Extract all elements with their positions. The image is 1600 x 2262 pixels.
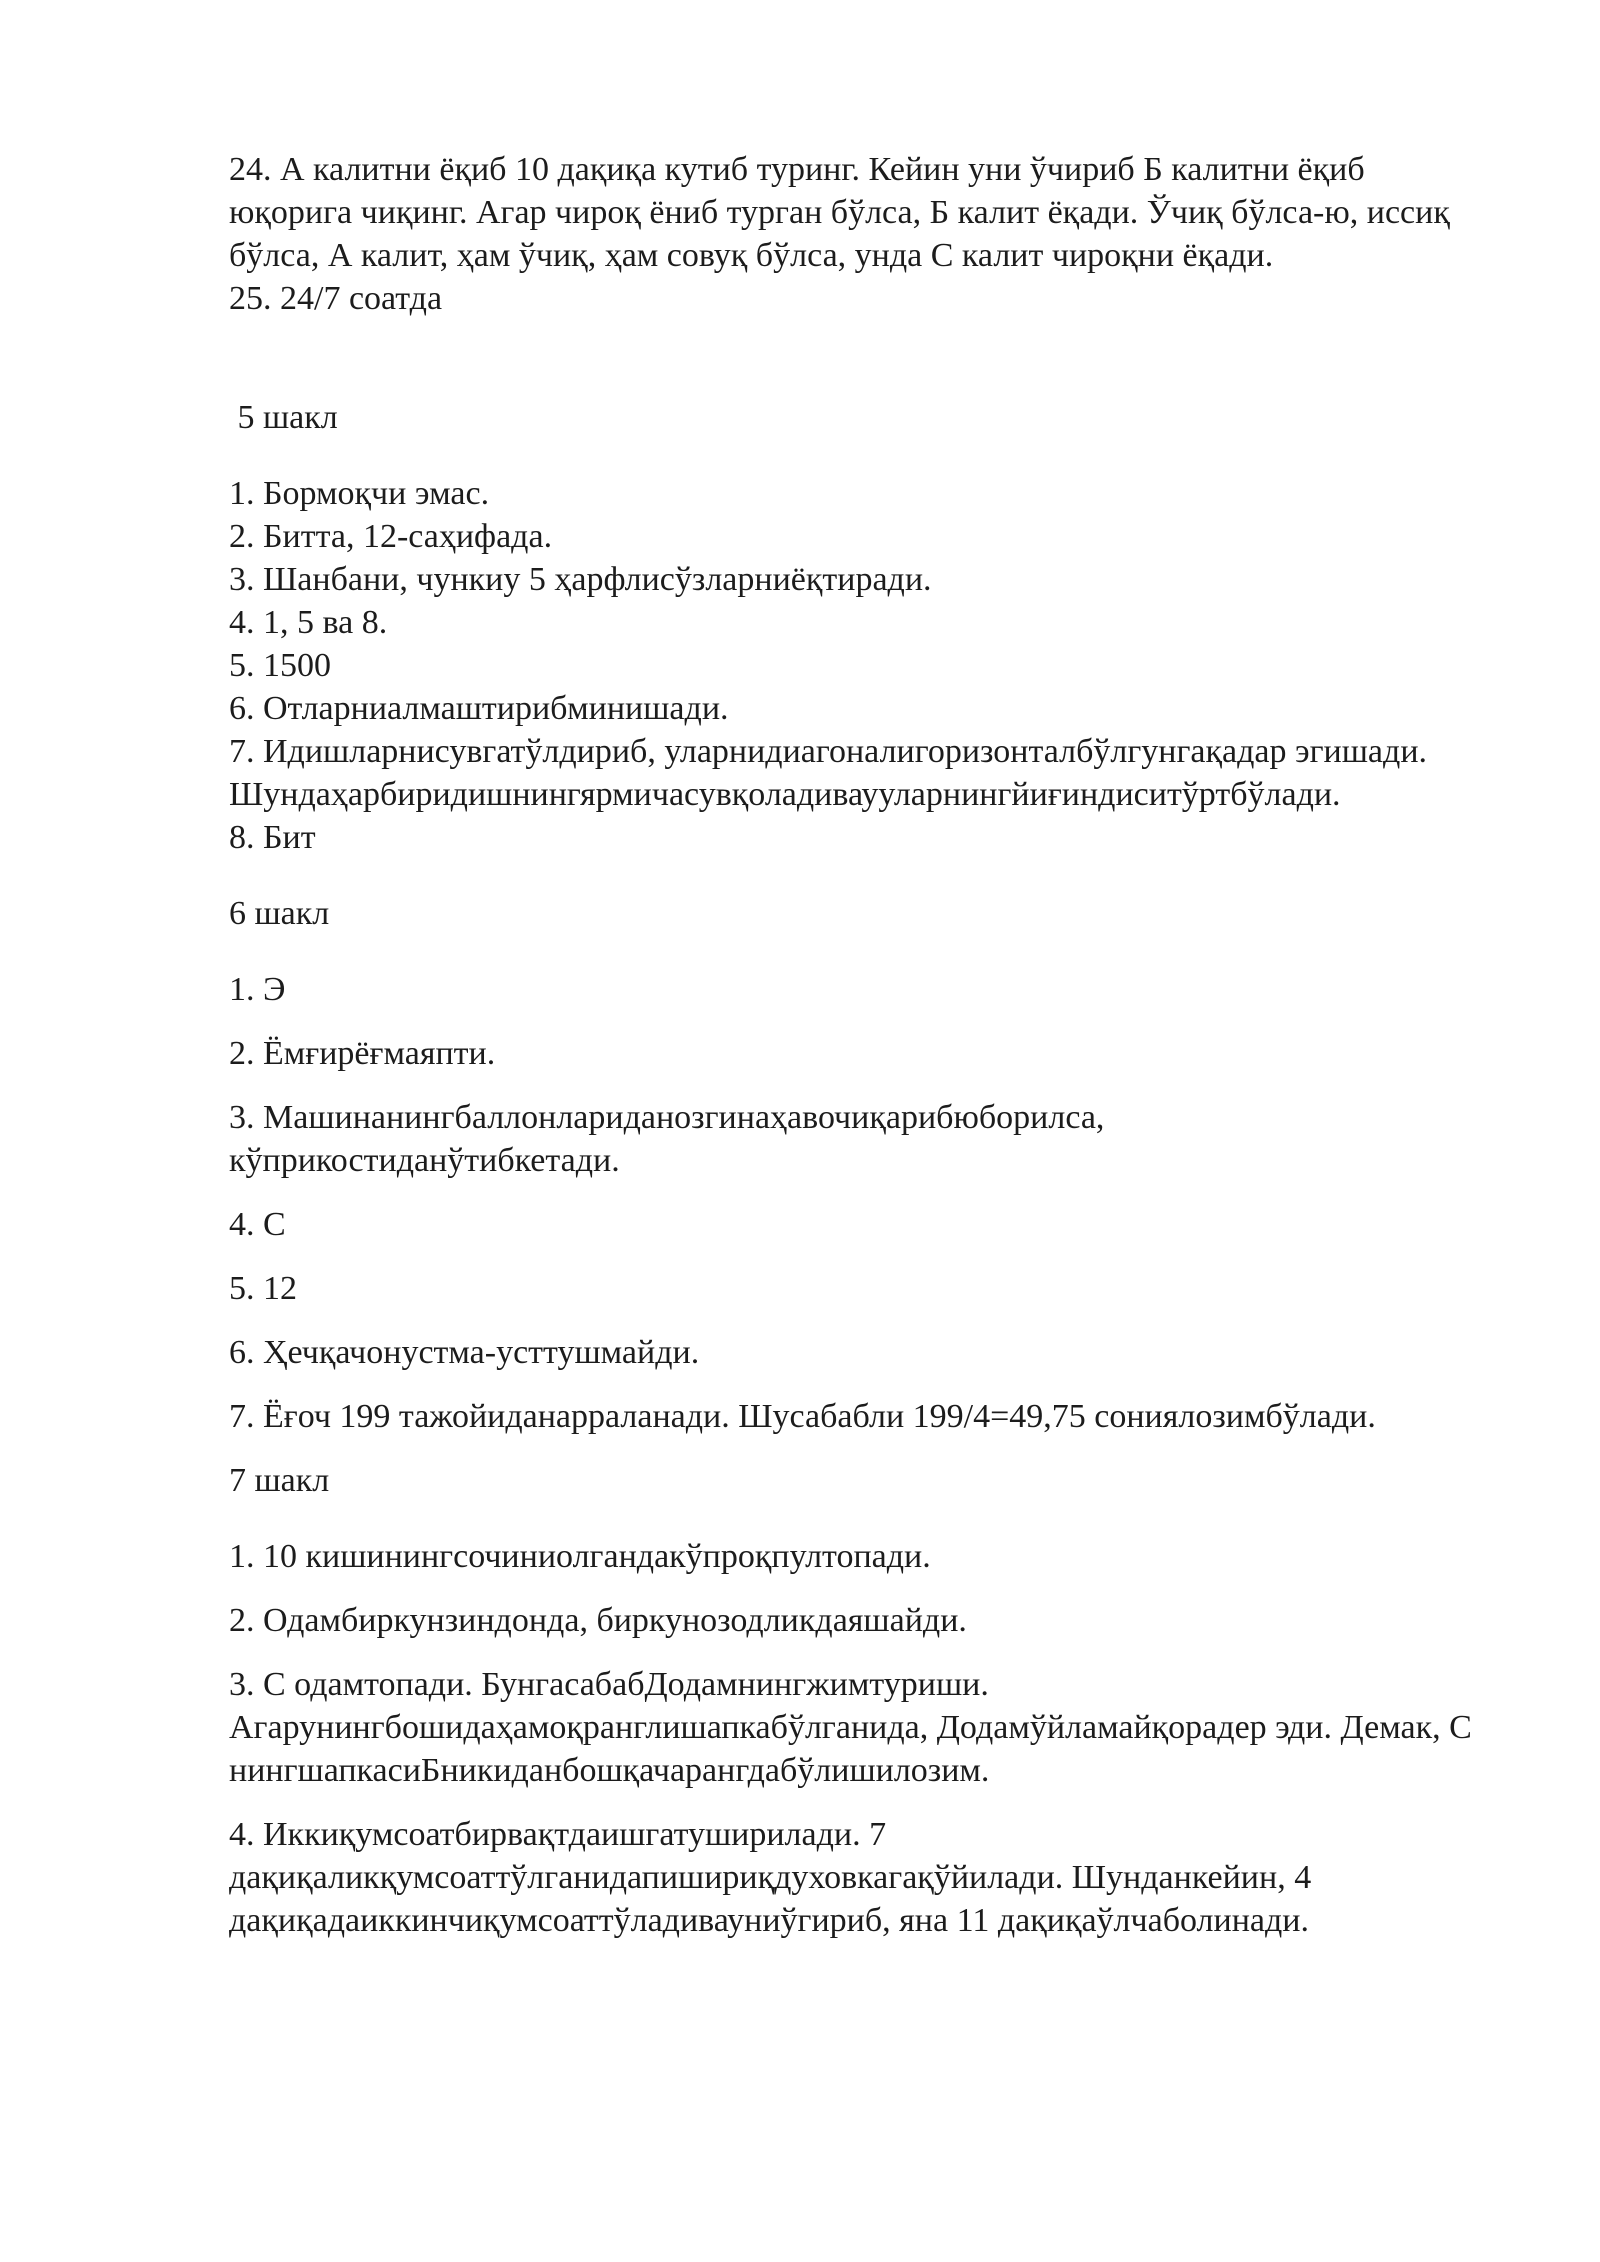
section-5-item: 4. 1, 5 ва 8. [229, 604, 388, 641]
section-7-list [229, 1535, 1489, 1942]
section-6-item: 2. Ёмғирёғмаяпти. [229, 1035, 496, 1072]
section-5-list [229, 472, 1489, 859]
section-5-item: Шундаҳарбиридишнингярмичасувқоладиваууларнингйиғиндиситўртбўлади. [229, 776, 1341, 813]
section-5-item: 5. 1500 [229, 647, 331, 684]
section-6-item: 7. Ёғоч 199 тажойиданарраланади. Шусабабли 199/4=49,75 сониялозимбўлади. [229, 1398, 1376, 1435]
section-7-item: 3. С одамтопади. БунгасабабДодамнингжимтуриши. Агарунингбошидаҳамоқранглишапкабўлганида, Додамўйламайқорадер эди. Демак, С нингшапкасиБникиданбошқачарангдабўлишилозим. [229, 1666, 1472, 1789]
section-6-item: 1. Э [229, 971, 286, 1008]
section-7-item: 1. 10 кишинингсочиниолгандакўпроқпултопади. [229, 1538, 931, 1575]
section-5-item: 2. Битта, 12-саҳифада. [229, 518, 553, 555]
section-5-item: 6. Отларниалмаштирибминишади. [229, 690, 729, 727]
section-5-item: 3. Шанбани, чункиу 5 ҳарфлисўзларниёқтиради. [229, 561, 932, 598]
section-6-item: 5. 12 [229, 1270, 297, 1307]
section-6-list [229, 968, 1489, 1438]
section-5-item: 1. Бормоқчи эмас. [229, 475, 490, 512]
document-page [229, 148, 1489, 1942]
section-7-item: 4. Иккиқумсоатбирвақтдаишгатуширилади. 7 дақиқаликқумсоаттўлганидапишириқдуховкагақўйилади. Шунданкейин, 4 дақиқадаиккинчиқумсоаттўладивауниўгириб, яна 11 дақиқаўлчаболинади. [229, 1816, 1312, 1939]
section-6-item: 3. Машинанингбаллонлариданозгинаҳавочиқарибюборилса, кўприкостиданўтибкетади. [229, 1099, 1105, 1179]
section-6-item: 6. Ҳечқачонустма-усттушмайди. [229, 1334, 700, 1371]
answer-24: 24. А калитни ёқиб 10 дақиқа кутиб туринг. Кейин уни ўчириб Б калитни ёқиб юқорига чиқинг. Агар чироқ ёниб турган бўлса, Б калит ёқади. Ўчиқ бўлса-ю, иссиқ бўлса, А калит, ҳам ўчиқ, ҳам совуқ бўлса, унда С калит чироқни ёқади. [229, 151, 1450, 274]
section-5-heading: 5 шакл [229, 399, 338, 436]
section-5-item: 7. Идишларнисувгатўлдириб, уларнидиагоналигоризонталбўлгунгақадар эгишади. [229, 733, 1428, 770]
section-5-item: 8. Бит [229, 819, 316, 856]
answer-25: 25. 24/7 соатда [229, 280, 443, 317]
section-6-heading: 6 шакл [229, 895, 330, 932]
section-7-item: 2. Одамбиркунзиндонда, биркунозодликдаяшайди. [229, 1602, 967, 1639]
section-7-heading: 7 шакл [229, 1462, 330, 1499]
section-6-item: 4. С [229, 1206, 286, 1243]
